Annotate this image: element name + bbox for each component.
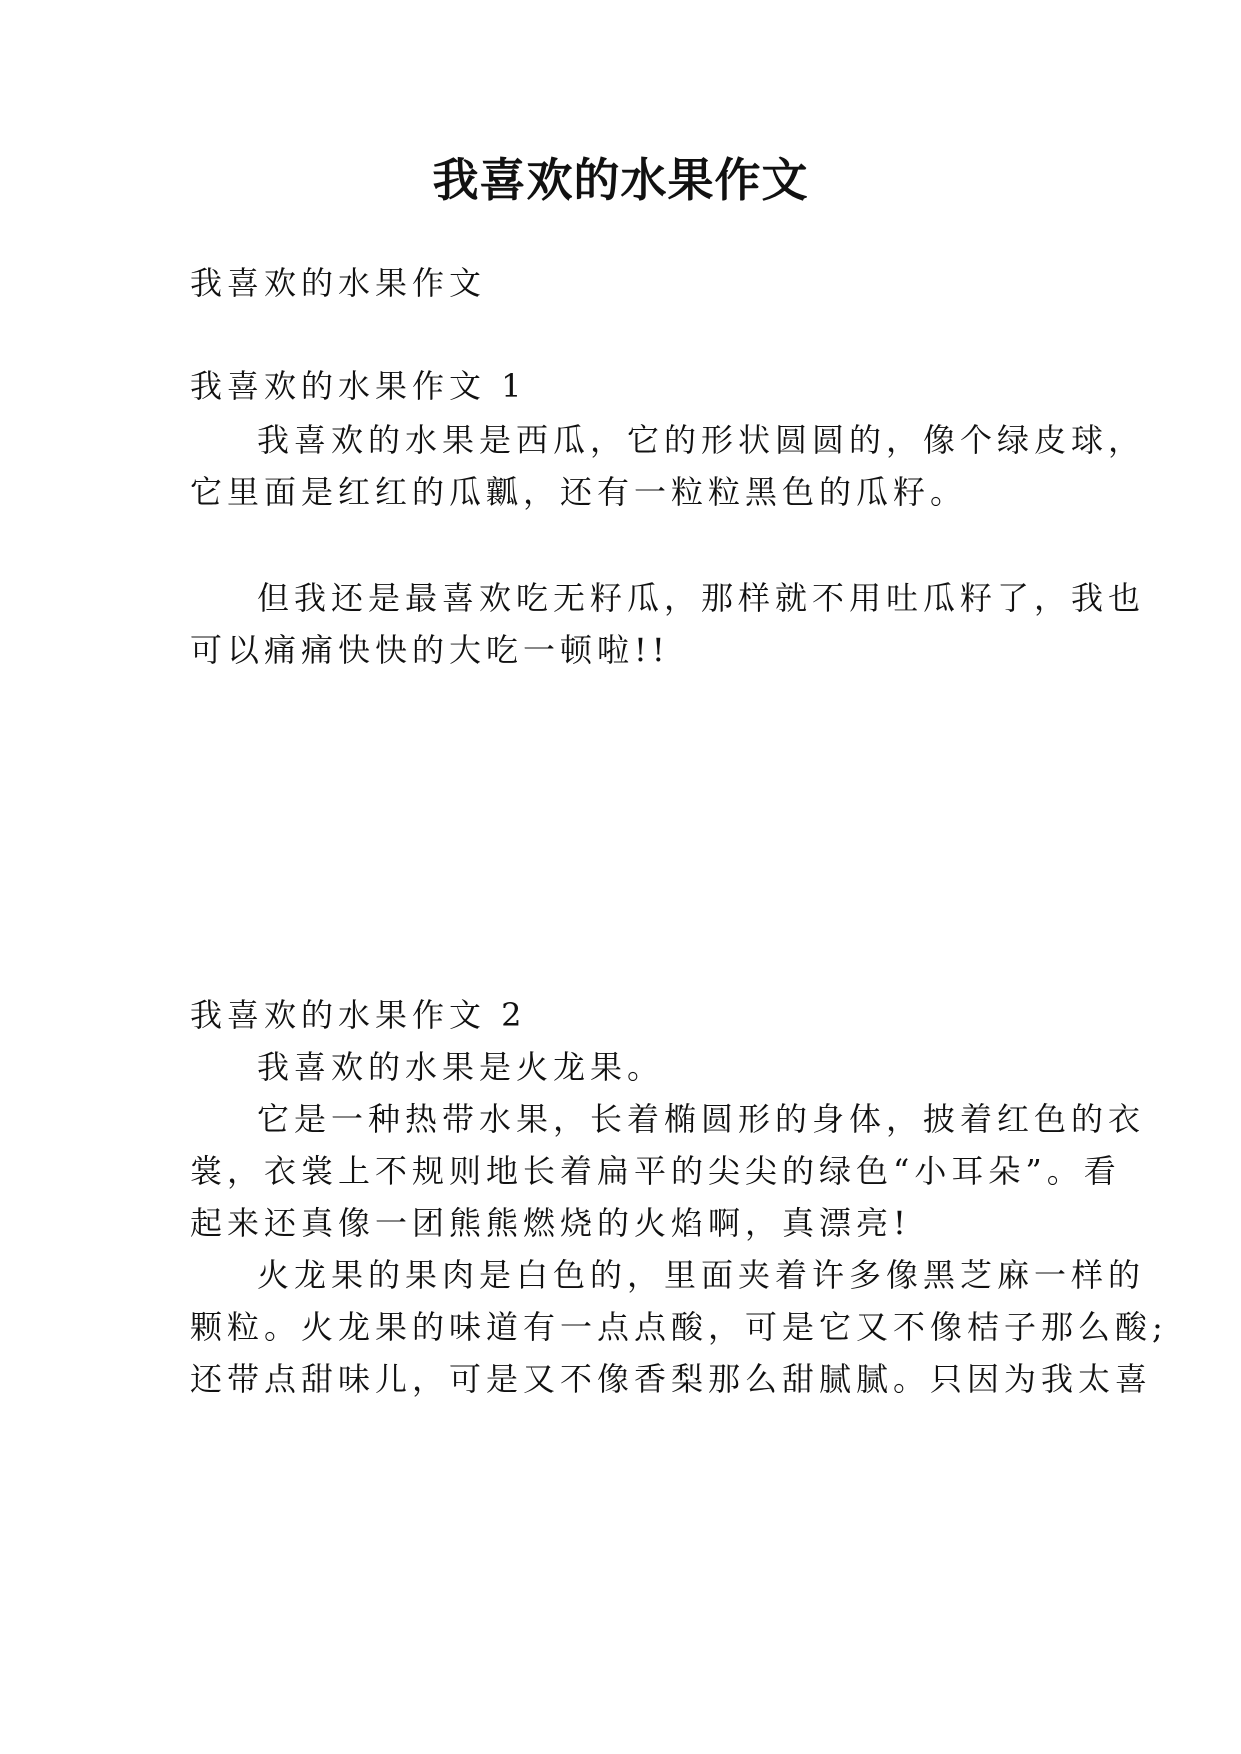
section-2-line-7: 还带点甜味儿，可是又不像香梨那么甜腻腻。只因为我太喜 xyxy=(190,1360,1153,1398)
document-subtitle: 我喜欢的水果作文 xyxy=(190,264,487,302)
page-title: 我喜欢的水果作文 xyxy=(432,153,809,207)
section-2-line-3: 裳，衣裳上不规则地长着扁平的尖尖的绿色“小耳朵”。看 xyxy=(190,1152,1121,1190)
section-1-line-3: 但我还是最喜欢吃无籽瓜，那样就不用吐瓜籽了，我也 xyxy=(257,579,1146,617)
section-1-line-4: 可以痛痛快快的大吃一顿啦!! xyxy=(190,631,670,669)
section-2-line-1: 我喜欢的水果是火龙果。 xyxy=(257,1048,665,1086)
section-2-line-6: 颗粒。火龙果的味道有一点点酸，可是它又不像桔子那么酸; xyxy=(190,1308,1168,1346)
section-2-heading: 我喜欢的水果作文 2 xyxy=(190,996,527,1034)
section-1-line-1: 我喜欢的水果是西瓜，它的形状圆圆的，像个绿皮球， xyxy=(257,421,1146,459)
section-2-line-5: 火龙果的果肉是白色的，里面夹着许多像黑芝麻一样的 xyxy=(257,1256,1146,1294)
section-2-line-4: 起来还真像一团熊熊燃烧的火焰啊，真漂亮! xyxy=(190,1204,911,1242)
section-2-line-2: 它是一种热带水果，长着椭圆形的身体，披着红色的衣 xyxy=(257,1100,1146,1138)
section-1-heading: 我喜欢的水果作文 1 xyxy=(190,367,527,405)
section-1-line-2: 它里面是红红的瓜瓤，还有一粒粒黑色的瓜籽。 xyxy=(190,473,968,511)
